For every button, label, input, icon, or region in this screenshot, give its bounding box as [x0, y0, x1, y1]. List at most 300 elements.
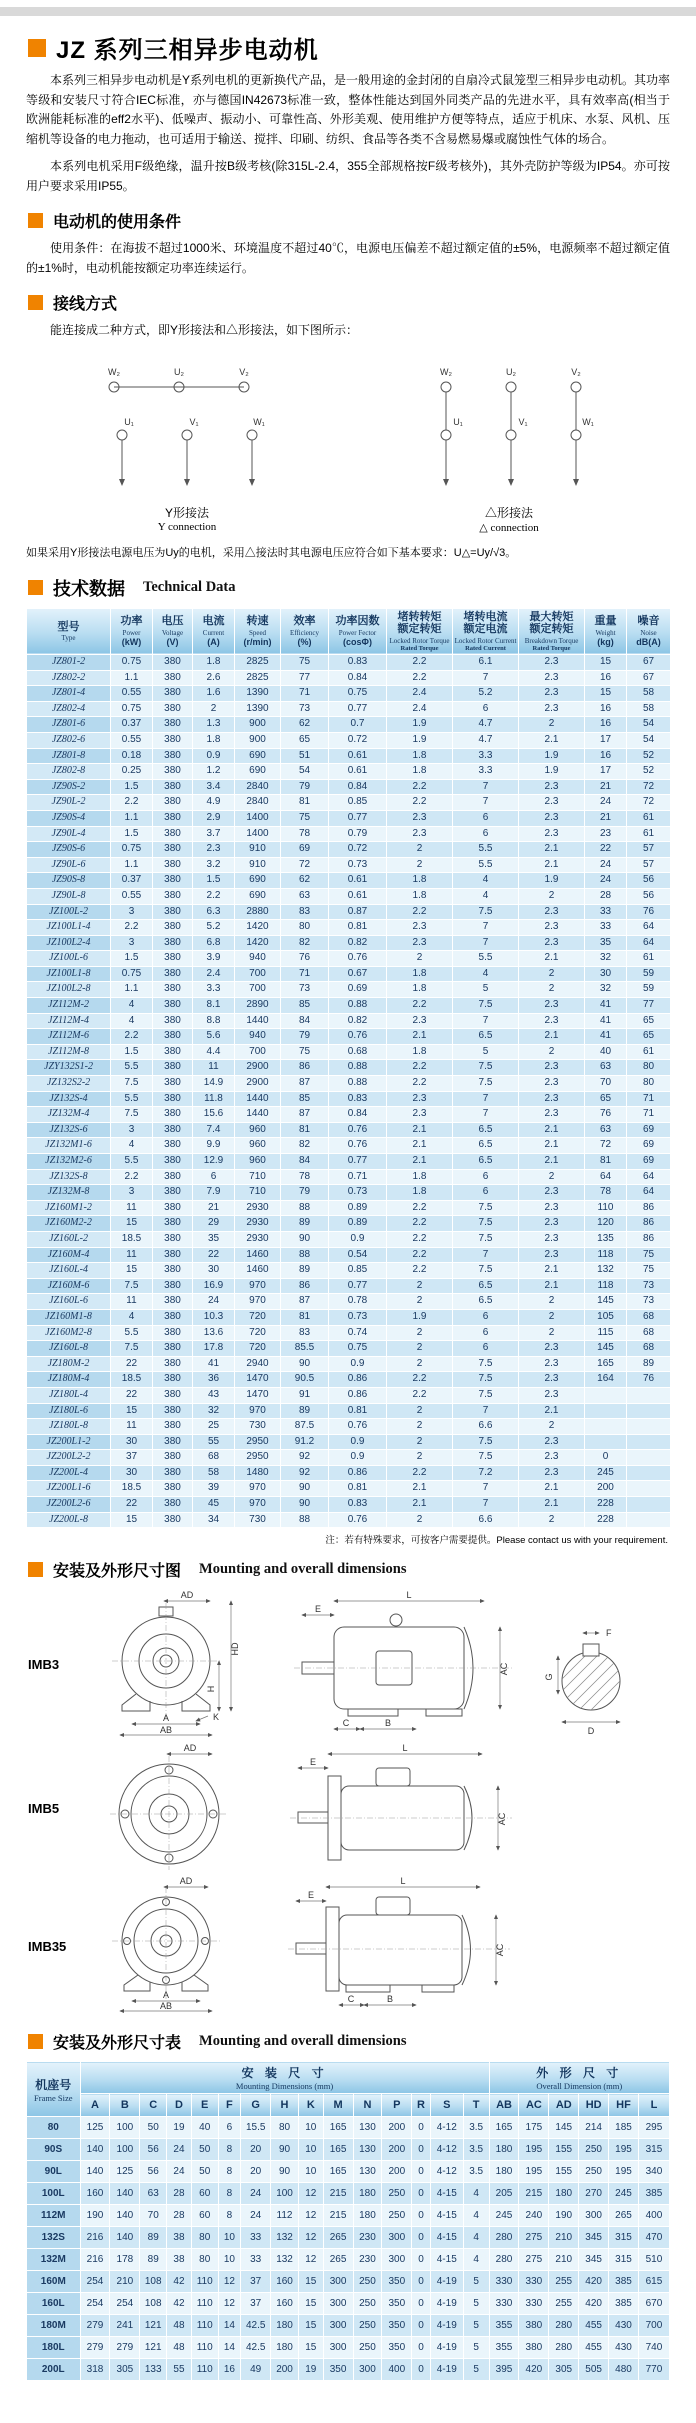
- tech-value-cell: 2.1: [387, 1029, 453, 1045]
- mount-value-cell: 280: [549, 2315, 579, 2337]
- tech-value-cell: 7.5: [453, 1387, 519, 1403]
- mount-value-cell: 230: [353, 2249, 382, 2271]
- tech-value-cell: 1.8: [387, 1185, 453, 1201]
- tech-value-cell: 88: [281, 1512, 329, 1528]
- mount-value-cell: 132: [271, 2227, 299, 2249]
- tech-value-cell: 2.2: [111, 795, 153, 811]
- motor-type-cell: JZ200L-8: [27, 1512, 111, 1528]
- tech-value-cell: 2: [387, 857, 453, 873]
- mount-value-cell: 190: [80, 2205, 110, 2227]
- tech-value-cell: 690: [235, 764, 281, 780]
- motor-type-cell: JZ801-8: [27, 748, 111, 764]
- tech-table-row: [27, 1481, 671, 1497]
- mount-value-cell: 216: [80, 2227, 110, 2249]
- mount-value-cell: 4: [463, 2227, 489, 2249]
- tech-value-cell: 7.5: [111, 1341, 153, 1357]
- tech-column-header: 转速 Speed (r/min): [235, 608, 281, 655]
- tech-value-cell: 1480: [235, 1465, 281, 1481]
- svg-text:HD: HD: [230, 1642, 240, 1656]
- mount-value-cell: 250: [382, 2205, 412, 2227]
- tech-value-cell: 5.5: [111, 1060, 153, 1076]
- tech-value-cell: 7: [453, 1091, 519, 1107]
- tech-value-cell: 5: [453, 1044, 519, 1060]
- mount-value-cell: 230: [353, 2227, 382, 2249]
- tech-value-cell: 57: [627, 857, 671, 873]
- tech-value-cell: 68: [627, 1309, 671, 1325]
- tech-value-cell: 0.77: [329, 1278, 387, 1294]
- tech-table-row: [27, 701, 671, 717]
- tech-value-cell: 380: [153, 935, 193, 951]
- tech-value-cell: 7.5: [453, 904, 519, 920]
- mount-value-cell: 10: [218, 2249, 241, 2271]
- mount-value-cell: 241: [110, 2315, 140, 2337]
- tech-value-cell: 0.75: [329, 1341, 387, 1357]
- svg-text:C: C: [342, 1718, 350, 1729]
- mount-value-cell: 3.5: [463, 2117, 489, 2139]
- wiring-intro: 能连接成二种方式，即Y形接法和△形接法，如下图所示：: [50, 323, 359, 337]
- svg-text:B: B: [386, 1994, 394, 2005]
- tech-value-cell: 30: [111, 1465, 153, 1481]
- tech-value-cell: 76: [627, 904, 671, 920]
- tech-value-cell: 2.3: [519, 1247, 585, 1263]
- tech-value-cell: 2.1: [387, 1122, 453, 1138]
- tech-value-cell: 1390: [235, 686, 281, 702]
- mount-value-cell: 24: [167, 2139, 192, 2161]
- tech-value-cell: 380: [153, 1481, 193, 1497]
- mount-value-cell: 180: [271, 2337, 299, 2359]
- mount-value-cell: 42: [167, 2271, 192, 2293]
- motor-type-cell: JZ90L-2: [27, 795, 111, 811]
- tech-value-cell: 6.3: [193, 904, 235, 920]
- mount-value-cell: 4: [463, 2183, 489, 2205]
- mount-value-cell: 56: [140, 2161, 167, 2183]
- svg-text:AC: AC: [495, 1943, 505, 1957]
- tech-value-cell: 87.5: [281, 1419, 329, 1435]
- tech-value-cell: 720: [235, 1325, 281, 1341]
- tech-value-cell: 0.81: [329, 1481, 387, 1497]
- tech-value-cell: 730: [235, 1512, 281, 1528]
- svg-text:V₁: V₁: [189, 416, 199, 427]
- tech-value-cell: 1.6: [193, 686, 235, 702]
- tech-table-row: [27, 1076, 671, 1092]
- tech-value-cell: 2.2: [111, 1169, 153, 1185]
- tech-value-cell: 3: [111, 1122, 153, 1138]
- tech-table-row: [27, 686, 671, 702]
- svg-text:V₂: V₂: [239, 366, 249, 377]
- tech-value-cell: 2: [519, 966, 585, 982]
- motor-type-cell: JZ132M-8: [27, 1185, 111, 1201]
- tech-value-cell: 30: [585, 966, 627, 982]
- tech-value-cell: 64: [627, 1169, 671, 1185]
- tech-value-cell: 7.5: [453, 1231, 519, 1247]
- tech-column-header: 功率因数 Power Fector (cosΦ): [329, 608, 387, 655]
- tech-value-cell: 62: [281, 717, 329, 733]
- mount-value-cell: 100: [271, 2183, 299, 2205]
- tech-value-cell: 228: [585, 1497, 627, 1513]
- mount-column-letter: G: [241, 2094, 271, 2117]
- mount-value-cell: 56: [140, 2139, 167, 2161]
- tech-value-cell: 2.3: [387, 1013, 453, 1029]
- tech-value-cell: 64: [627, 935, 671, 951]
- motor-type-cell: JZ160M-6: [27, 1278, 111, 1294]
- svg-text:AC: AC: [499, 1662, 509, 1676]
- motor-type-cell: JZ802-2: [27, 670, 111, 686]
- mount-column-letter: F: [218, 2094, 241, 2117]
- mount-value-cell: 60: [191, 2205, 218, 2227]
- tech-value-cell: 1.5: [193, 873, 235, 889]
- tech-value-cell: [627, 1419, 671, 1435]
- tech-table-row: [27, 1419, 671, 1435]
- tech-value-cell: 0.37: [111, 717, 153, 733]
- tech-value-cell: 380: [153, 1029, 193, 1045]
- tech-value-cell: 1440: [235, 1013, 281, 1029]
- tech-value-cell: 380: [153, 779, 193, 795]
- mount-value-cell: 180: [353, 2183, 382, 2205]
- motor-type-cell: JZ132S-4: [27, 1091, 111, 1107]
- tech-value-cell: 75: [281, 1044, 329, 1060]
- tech-value-cell: 71: [627, 1091, 671, 1107]
- tech-value-cell: 6.5: [453, 1029, 519, 1045]
- tech-value-cell: 0.76: [329, 1138, 387, 1154]
- tech-value-cell: 5: [453, 982, 519, 998]
- mount-value-cell: 19: [167, 2117, 192, 2139]
- tech-value-cell: 380: [153, 857, 193, 873]
- tech-table-row: [27, 1122, 671, 1138]
- tech-value-cell: 75: [627, 1263, 671, 1279]
- tech-value-cell: 90: [281, 1356, 329, 1372]
- tech-value-cell: 34: [193, 1512, 235, 1528]
- tech-value-cell: 0.73: [329, 857, 387, 873]
- tech-value-cell: 380: [153, 1169, 193, 1185]
- figure-imb3: [26, 1588, 670, 1740]
- tech-value-cell: 0.84: [329, 779, 387, 795]
- tech-value-cell: 6: [193, 1169, 235, 1185]
- tech-value-cell: 75: [281, 810, 329, 826]
- svg-text:AB: AB: [159, 2001, 173, 2012]
- mount-value-cell: 12: [218, 2293, 241, 2315]
- mount-value-cell: 245: [489, 2205, 519, 2227]
- tech-value-cell: 54: [281, 764, 329, 780]
- tech-value-cell: 1.8: [387, 748, 453, 764]
- mount-value-cell: 400: [638, 2205, 669, 2227]
- tech-value-cell: 380: [153, 966, 193, 982]
- mount-column-letter: C: [140, 2094, 167, 2117]
- mount-value-cell: 355: [489, 2337, 519, 2359]
- tech-table-row: [27, 1497, 671, 1513]
- motor-type-cell: JZ200L2-2: [27, 1450, 111, 1466]
- mount-value-cell: 0: [412, 2161, 431, 2183]
- motor-type-cell: JZ90L-4: [27, 826, 111, 842]
- tech-value-cell: 2.4: [387, 686, 453, 702]
- svg-text:K: K: [213, 1712, 220, 1723]
- mount-value-cell: 350: [382, 2337, 412, 2359]
- tech-value-cell: 0: [585, 1450, 627, 1466]
- mount-value-cell: 0: [412, 2227, 431, 2249]
- tech-value-cell: 2.3: [519, 826, 585, 842]
- motor-type-cell: JZ90S-4: [27, 810, 111, 826]
- tech-value-cell: 0.83: [329, 1497, 387, 1513]
- mount-value-cell: 24: [241, 2183, 271, 2205]
- tech-value-cell: 2900: [235, 1076, 281, 1092]
- mount-value-cell: 4-15: [430, 2183, 463, 2205]
- tech-value-cell: 380: [153, 1465, 193, 1481]
- mount-value-cell: 250: [353, 2271, 382, 2293]
- tech-value-cell: 81: [585, 1154, 627, 1170]
- tech-value-cell: 32: [193, 1403, 235, 1419]
- mount-value-cell: 15.5: [241, 2117, 271, 2139]
- motor-type-cell: JZ112M-4: [27, 1013, 111, 1029]
- frame-size-cell: 90L: [27, 2161, 81, 2183]
- tech-value-cell: 5.5: [453, 951, 519, 967]
- tech-value-cell: 41: [585, 1029, 627, 1045]
- frame-size-cell: 132S: [27, 2227, 81, 2249]
- frame-size-cell: 100L: [27, 2183, 81, 2205]
- mount-value-cell: 16: [218, 2359, 241, 2381]
- mount-value-cell: 400: [382, 2359, 412, 2381]
- tech-table-row: [27, 1294, 671, 1310]
- tech-value-cell: 84: [281, 1013, 329, 1029]
- tech-value-cell: 2: [387, 1356, 453, 1372]
- tech-value-cell: 1440: [235, 1091, 281, 1107]
- technical-data-table: [26, 608, 671, 1529]
- mount-value-cell: 279: [110, 2337, 140, 2359]
- mount-value-cell: 42.5: [241, 2337, 271, 2359]
- mount-value-cell: 505: [579, 2359, 609, 2381]
- imb35-side-view: [276, 1877, 526, 2015]
- mount-value-cell: 4-12: [430, 2139, 463, 2161]
- mount-value-cell: 20: [241, 2139, 271, 2161]
- motor-type-cell: JZ180L-6: [27, 1403, 111, 1419]
- tech-value-cell: 28: [585, 888, 627, 904]
- tech-value-cell: 380: [153, 920, 193, 936]
- tech-value-cell: 7: [453, 1497, 519, 1513]
- tech-table-row: [27, 1169, 671, 1185]
- tech-value-cell: 0.72: [329, 732, 387, 748]
- tech-table-row: [27, 966, 671, 982]
- tech-table-row: [27, 1091, 671, 1107]
- tech-value-cell: 63: [585, 1122, 627, 1138]
- overall-dimensions-group-header: 外 形 尺 寸 Overall Dimension (mm): [489, 2062, 669, 2094]
- tech-value-cell: 380: [153, 795, 193, 811]
- mount-table-row: [27, 2293, 670, 2315]
- mount-value-cell: 108: [140, 2293, 167, 2315]
- tech-value-cell: 88: [281, 1200, 329, 1216]
- mount-value-cell: 210: [549, 2249, 579, 2271]
- tech-table-row: [27, 888, 671, 904]
- mount-value-cell: 140: [110, 2227, 140, 2249]
- mount-value-cell: 0: [412, 2293, 431, 2315]
- tech-value-cell: 0.68: [329, 1044, 387, 1060]
- mount-value-cell: 350: [323, 2359, 353, 2381]
- frame-size-cell: 160M: [27, 2271, 81, 2293]
- tech-value-cell: [585, 1434, 627, 1450]
- tech-value-cell: 65: [281, 732, 329, 748]
- tech-value-cell: 15: [111, 1263, 153, 1279]
- tech-value-cell: 11: [111, 1419, 153, 1435]
- tech-value-cell: 5.5: [453, 842, 519, 858]
- tech-value-cell: 4: [453, 966, 519, 982]
- tech-value-cell: 4: [111, 1138, 153, 1154]
- tech-value-cell: 1.1: [111, 857, 153, 873]
- tech-value-cell: 0.71: [329, 1169, 387, 1185]
- voltage-formula-note: 如果采用Y形接法电源电压为Uy的电机，采用△接法时其电源电压应符合如下基本要求：U△=Uy/√3。: [26, 546, 517, 559]
- tech-value-cell: 0.88: [329, 998, 387, 1014]
- tech-value-cell: 380: [153, 998, 193, 1014]
- tech-value-cell: 22: [111, 1497, 153, 1513]
- mount-value-cell: 5: [463, 2315, 489, 2337]
- tech-value-cell: 970: [235, 1497, 281, 1513]
- tech-value-cell: 2.3: [519, 1372, 585, 1388]
- section-usage-conditions: [28, 209, 670, 232]
- tech-value-cell: 1400: [235, 810, 281, 826]
- mount-value-cell: 8: [218, 2205, 241, 2227]
- tech-value-cell: 71: [281, 686, 329, 702]
- tech-value-cell: 7: [453, 1403, 519, 1419]
- tech-table-row: [27, 1029, 671, 1045]
- motor-type-cell: JZ132S2-2: [27, 1076, 111, 1092]
- mount-value-cell: 10: [298, 2139, 323, 2161]
- tech-value-cell: 2: [387, 842, 453, 858]
- tech-value-cell: 35: [193, 1231, 235, 1247]
- mount-value-cell: 395: [489, 2359, 519, 2381]
- tech-value-cell: 0.81: [329, 1403, 387, 1419]
- tech-value-cell: 2.1: [519, 1278, 585, 1294]
- tech-value-cell: 2.2: [111, 920, 153, 936]
- tech-value-cell: 1.9: [387, 717, 453, 733]
- tech-value-cell: 68: [627, 1325, 671, 1341]
- section-title-en: Mounting and overall dimensions: [199, 2033, 407, 2050]
- tech-value-cell: 86: [281, 1278, 329, 1294]
- tech-value-cell: 120: [585, 1216, 627, 1232]
- mount-value-cell: 5: [463, 2337, 489, 2359]
- tech-value-cell: 1.5: [111, 951, 153, 967]
- mount-value-cell: 254: [80, 2271, 110, 2293]
- tech-value-cell: 0.83: [329, 655, 387, 671]
- tech-value-cell: 4.4: [193, 1044, 235, 1060]
- mount-value-cell: 12: [298, 2205, 323, 2227]
- mount-value-cell: 330: [519, 2293, 549, 2315]
- motor-type-cell: JZ801-4: [27, 686, 111, 702]
- tech-value-cell: 8.1: [193, 998, 235, 1014]
- tech-column-header: 功率 Power (kW): [111, 608, 153, 655]
- tech-value-cell: 0.86: [329, 1387, 387, 1403]
- tech-value-cell: 2930: [235, 1231, 281, 1247]
- tech-value-cell: 380: [153, 1091, 193, 1107]
- tech-value-cell: 910: [235, 857, 281, 873]
- tech-value-cell: 2.3: [387, 920, 453, 936]
- mount-value-cell: 3.5: [463, 2161, 489, 2183]
- tech-value-cell: 69: [627, 1122, 671, 1138]
- mount-column-letter: H: [271, 2094, 299, 2117]
- mount-value-cell: 180: [489, 2161, 519, 2183]
- tech-value-cell: 2.2: [387, 1200, 453, 1216]
- tech-value-cell: 11: [111, 1294, 153, 1310]
- tech-value-cell: 1.9: [519, 764, 585, 780]
- tech-value-cell: 0.9: [329, 1231, 387, 1247]
- svg-text:U₂: U₂: [506, 366, 516, 377]
- tech-value-cell: 0.69: [329, 982, 387, 998]
- tech-value-cell: 2825: [235, 670, 281, 686]
- mount-column-letter: L: [638, 2094, 669, 2117]
- orange-bullet-icon: [28, 2034, 43, 2049]
- imb3-side-view: [276, 1589, 526, 1739]
- tech-value-cell: 61: [627, 1044, 671, 1060]
- svg-text:A: A: [162, 1990, 170, 2001]
- tech-value-cell: 2.1: [519, 951, 585, 967]
- tech-value-cell: 13.6: [193, 1325, 235, 1341]
- tech-value-cell: 380: [153, 1200, 193, 1216]
- tech-value-cell: 3.3: [453, 748, 519, 764]
- tech-value-cell: 0.86: [329, 1372, 387, 1388]
- tech-value-cell: 3.3: [193, 982, 235, 998]
- y-connection-diagram: [108, 367, 265, 485]
- tech-value-cell: 3: [111, 935, 153, 951]
- tech-value-cell: 71: [627, 1107, 671, 1123]
- tech-value-cell: 89: [281, 1216, 329, 1232]
- mount-column-letter: S: [430, 2094, 463, 2117]
- mount-value-cell: 265: [609, 2205, 639, 2227]
- mount-value-cell: 430: [609, 2315, 639, 2337]
- tech-value-cell: 91: [281, 1387, 329, 1403]
- tech-value-cell: 6: [453, 1185, 519, 1201]
- mount-value-cell: 4-12: [430, 2117, 463, 2139]
- tech-table-row: [27, 826, 671, 842]
- motor-type-cell: JZ200L1-2: [27, 1434, 111, 1450]
- tech-value-cell: 145: [585, 1341, 627, 1357]
- tech-value-cell: 380: [153, 842, 193, 858]
- mount-value-cell: 250: [579, 2139, 609, 2161]
- mount-table-row: [27, 2117, 670, 2139]
- tech-value-cell: 14.9: [193, 1076, 235, 1092]
- tech-value-cell: 1.9: [519, 873, 585, 889]
- tech-table-row: [27, 1465, 671, 1481]
- mount-column-letter: K: [298, 2094, 323, 2117]
- svg-text:V₂: V₂: [571, 366, 581, 377]
- mount-column-letter: HD: [579, 2094, 609, 2117]
- mount-value-cell: 430: [609, 2337, 639, 2359]
- mount-column-letter: P: [382, 2094, 412, 2117]
- mount-value-cell: 49: [241, 2359, 271, 2381]
- mount-value-cell: 420: [579, 2293, 609, 2315]
- tech-value-cell: 0.61: [329, 888, 387, 904]
- tech-value-cell: 2.2: [387, 1372, 453, 1388]
- tech-value-cell: 710: [235, 1169, 281, 1185]
- tech-value-cell: 69: [281, 842, 329, 858]
- tech-value-cell: 2.2: [387, 1263, 453, 1279]
- tech-column-header: 噪音 Noise dB(A): [627, 608, 671, 655]
- tech-value-cell: 72: [585, 1138, 627, 1154]
- tech-value-cell: 36: [193, 1372, 235, 1388]
- mount-value-cell: 10: [298, 2117, 323, 2139]
- tech-value-cell: 2.2: [111, 1029, 153, 1045]
- tech-value-cell: 3.9: [193, 951, 235, 967]
- tech-value-cell: 54: [627, 732, 671, 748]
- motor-type-cell: JZ180L-4: [27, 1387, 111, 1403]
- svg-text:E: E: [309, 1757, 317, 1768]
- mount-value-cell: 4: [463, 2205, 489, 2227]
- mount-value-cell: 125: [110, 2161, 140, 2183]
- mount-value-cell: 295: [638, 2117, 669, 2139]
- motor-type-cell: JZ200L-4: [27, 1465, 111, 1481]
- tech-value-cell: 940: [235, 1029, 281, 1045]
- tech-value-cell: 8.8: [193, 1013, 235, 1029]
- tech-value-cell: 2.1: [519, 842, 585, 858]
- tech-value-cell: 58: [627, 686, 671, 702]
- mount-value-cell: 50: [191, 2161, 218, 2183]
- tech-value-cell: 2: [387, 1325, 453, 1341]
- motor-type-cell: JZ100L-2: [27, 904, 111, 920]
- svg-text:E: E: [314, 1604, 322, 1615]
